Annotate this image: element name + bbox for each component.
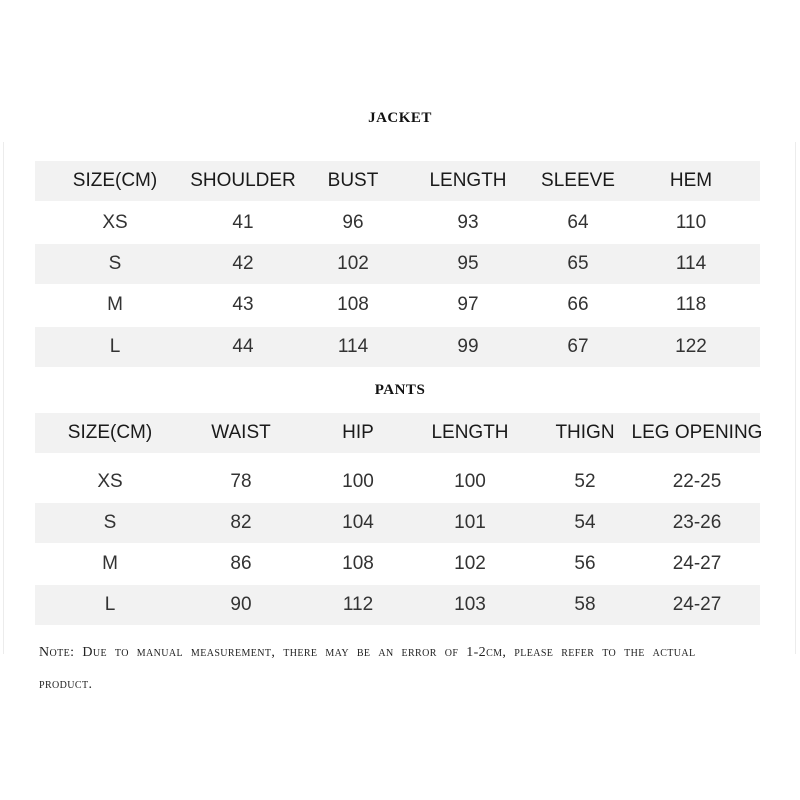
table-row (35, 462, 760, 502)
table-cell: 90 (230, 594, 252, 615)
table-cell: 99 (457, 336, 479, 357)
table-cell: 44 (232, 336, 254, 357)
table-cell: 102 (337, 253, 369, 274)
table-cell: 114 (675, 253, 707, 274)
table-cell: 54 (574, 512, 596, 533)
table-row (35, 244, 760, 284)
pants-title: PANTS (374, 382, 426, 398)
table-row (35, 203, 760, 243)
table-header-row (35, 161, 760, 201)
table-row (35, 544, 760, 584)
table-cell: 41 (232, 212, 254, 233)
table-cell: 95 (457, 253, 479, 274)
table-row (35, 327, 760, 367)
column-header: SLEEVE (541, 170, 615, 191)
table-cell: S (108, 253, 122, 274)
table-cell: 100 (342, 471, 374, 492)
table-cell: 86 (230, 553, 252, 574)
measurement-note (39, 637, 739, 701)
table-cell: 103 (454, 594, 486, 615)
column-header: BUST (327, 170, 379, 191)
column-header: LEG OPENING (631, 422, 763, 443)
table-cell: 42 (232, 253, 254, 274)
table-cell: 23-26 (672, 512, 722, 533)
jacket-title: JACKET (368, 110, 432, 126)
table-cell: 96 (342, 212, 364, 233)
table-row (35, 503, 760, 543)
table-cell: S (103, 512, 117, 533)
table-cell: XS (102, 212, 128, 233)
table-cell: 108 (337, 294, 369, 315)
note-line-1: Note: Due to manual measurement, there may be an error of 1-2cm, please refer to the actual (39, 645, 696, 660)
table-cell: 114 (337, 336, 369, 357)
table-cell: 112 (342, 594, 374, 615)
table-header-row (35, 413, 763, 453)
table-cell: 100 (454, 471, 486, 492)
table-cell: 24-27 (672, 594, 722, 615)
table-cell: 122 (675, 336, 707, 357)
table-cell: L (104, 594, 116, 615)
table-cell: 58 (574, 594, 596, 615)
table-cell: 101 (454, 512, 486, 533)
table-cell: M (102, 553, 118, 574)
note-line-2: product. (39, 677, 93, 692)
table-cell: 118 (675, 294, 707, 315)
table-cell: 64 (567, 212, 589, 233)
table-cell: 22-25 (672, 471, 722, 492)
table-cell: 43 (232, 294, 254, 315)
table-cell: 65 (567, 253, 589, 274)
table-cell: 102 (454, 553, 486, 574)
table-cell: 52 (574, 471, 596, 492)
table-cell: 67 (567, 336, 589, 357)
table-row (35, 285, 760, 325)
table-cell: 93 (457, 212, 479, 233)
column-header: LENGTH (431, 422, 509, 443)
table-cell: 24-27 (672, 553, 722, 574)
column-header: WAIST (211, 422, 271, 443)
column-header: THIGN (555, 422, 615, 443)
column-header: LENGTH (429, 170, 507, 191)
column-header: HEM (669, 170, 713, 191)
table-cell: 97 (457, 294, 479, 315)
table-cell: 66 (567, 294, 589, 315)
table-cell: 104 (342, 512, 374, 533)
table-cell: 56 (574, 553, 596, 574)
column-header: SIZE(CM) (72, 170, 158, 191)
table-cell: L (109, 336, 121, 357)
column-header: HIP (342, 422, 374, 443)
column-header: SIZE(CM) (67, 422, 153, 443)
table-cell: 108 (342, 553, 374, 574)
table-cell: 110 (675, 212, 707, 233)
table-cell: 78 (230, 471, 252, 492)
table-cell: M (107, 294, 123, 315)
column-header: SHOULDER (190, 170, 296, 191)
table-cell: XS (97, 471, 123, 492)
table-row (35, 585, 760, 625)
table-cell: 82 (230, 512, 252, 533)
